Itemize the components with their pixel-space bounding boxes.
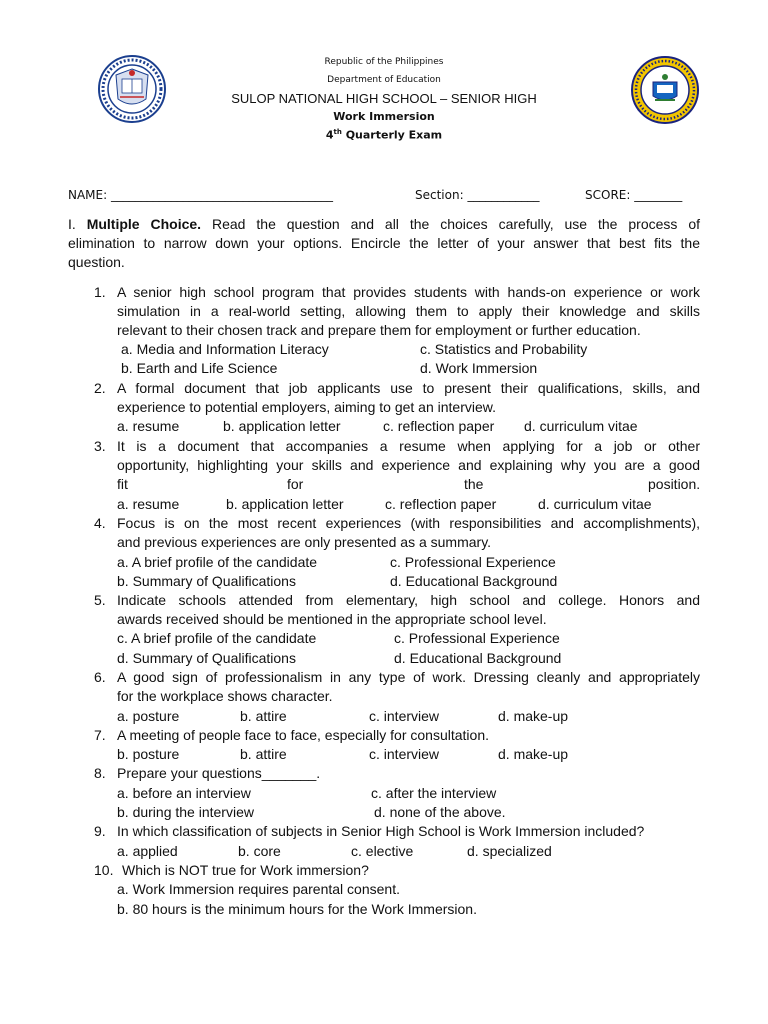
q3-number: 3. — [94, 438, 106, 454]
name-field[interactable]: NAME: _____________________________________ — [68, 188, 333, 202]
q5-choice-a[interactable]: c. A brief profile of the candidate — [117, 630, 317, 646]
q5-choice-d[interactable]: d. Educational Background — [394, 650, 562, 666]
q3-word-position: position. — [648, 476, 701, 492]
q1-choice-b[interactable]: b. Earth and Life Science — [121, 360, 278, 376]
q3-word-the: the — [464, 476, 484, 492]
q6-text-2: for the workplace shows character. — [117, 688, 333, 704]
q1-choice-a[interactable]: a. Media and Information Literacy — [121, 341, 329, 357]
score-field[interactable]: SCORE: ________ — [585, 188, 683, 202]
q6-choice-a[interactable]: a. posture — [117, 708, 180, 724]
q9-text-1: In which classification of subjects in Senior High School is Work Immersion included? — [117, 823, 645, 839]
q7-choice-b[interactable]: b. attire — [240, 746, 287, 762]
q8-choice-a[interactable]: a. before an interview — [117, 785, 251, 801]
q5-number: 5. — [94, 592, 106, 608]
instructions-line-3: question. — [68, 254, 125, 270]
q9-choice-c[interactable]: c. elective — [351, 843, 414, 859]
q8-choice-d[interactable]: d. none of the above. — [374, 804, 506, 820]
q7-choice-c[interactable]: c. interview — [369, 746, 440, 762]
q6-text-1: A good sign of professionalism in any type of work. Dressing cleanly and appropriately — [117, 669, 700, 685]
q9-choice-d[interactable]: d. specialized — [467, 843, 552, 859]
q3-choice-d[interactable]: d. curriculum vitae — [538, 496, 652, 512]
q5-choice-c[interactable]: c. Professional Experience — [394, 630, 560, 646]
q3-word-for: for — [287, 476, 304, 492]
q1-text-2: simulation in a real-world setting, allowing them to apply their knowledge and skills — [117, 303, 700, 319]
department-line: Department of Education — [327, 75, 441, 85]
q2-choice-a[interactable]: a. resume — [117, 418, 180, 434]
q4-choice-c[interactable]: c. Professional Experience — [390, 554, 556, 570]
q3-word-fit: fit — [117, 476, 128, 492]
q7-choice-a[interactable]: b. posture — [117, 746, 180, 762]
q5-text-2: awards received should be mentioned in the appropriate school level. — [117, 611, 547, 627]
republic-line: Republic of the Philippines — [324, 57, 444, 67]
q3-text-1: It is a document that accompanies a resume when applying for a job or other — [117, 438, 700, 454]
q4-choice-d[interactable]: d. Educational Background — [390, 573, 558, 589]
q4-text-2: and previous experiences are only presented as a summary. — [117, 534, 492, 550]
q8-choice-c[interactable]: c. after the interview — [371, 785, 497, 801]
q4-choice-b[interactable]: b. Summary of Qualifications — [117, 573, 296, 589]
q6-choice-b[interactable]: b. attire — [240, 708, 287, 724]
q7-text-1: A meeting of people face to face, especially for consultation. — [117, 727, 490, 743]
q8-text-1: Prepare your questions_______. — [117, 765, 321, 781]
q5-choice-b[interactable]: d. Summary of Qualifications — [117, 650, 296, 666]
q1-choice-d[interactable]: d. Work Immersion — [420, 360, 538, 376]
q1-text-1: A senior high school program that provides students with hands-on experience or work — [117, 284, 700, 300]
q3-choice-c[interactable]: c. reflection paper — [385, 496, 497, 512]
q6-choice-c[interactable]: c. interview — [369, 708, 440, 724]
q10-choice-b[interactable]: b. 80 hours is the minimum hours for the Work Immersion. — [117, 901, 477, 917]
q6-number: 6. — [94, 669, 106, 685]
q1-number: 1. — [94, 284, 106, 300]
q9-choice-b[interactable]: b. core — [238, 843, 281, 859]
q1-choice-c[interactable]: c. Statistics and Probability — [420, 341, 588, 357]
q2-choice-b[interactable]: b. application letter — [223, 418, 341, 434]
q8-choice-b[interactable]: b. during the interview — [117, 804, 254, 820]
q9-choice-a[interactable]: a. applied — [117, 843, 178, 859]
q3-choice-b[interactable]: b. application letter — [226, 496, 344, 512]
q4-text-1: Focus is on the most recent experiences (with responsibilities and accomplishments), — [117, 515, 700, 531]
instructions-line-1: I. Multiple Choice. Read the question and all the choices carefully, use the process of — [68, 216, 700, 232]
q7-choice-d[interactable]: d. make-up — [498, 746, 569, 762]
q10-text-1: Which is NOT true for Work immersion? — [122, 862, 369, 878]
subject-title: Work Immersion — [333, 110, 435, 123]
q2-choice-c[interactable]: c. reflection paper — [383, 418, 495, 434]
q3-text-2: opportunity, highlighting your skills and experience and explaining why you are a good — [117, 457, 700, 473]
q1-text-3: relevant to their chosen track and prepare them for employment or further education. — [117, 322, 641, 338]
q10-number: 10. — [94, 862, 114, 878]
q4-choice-a[interactable]: a. A brief profile of the candidate — [117, 554, 318, 570]
q8-number: 8. — [94, 765, 106, 781]
q2-choice-d[interactable]: d. curriculum vitae — [524, 418, 638, 434]
q3-choice-a[interactable]: a. resume — [117, 496, 180, 512]
section-field[interactable]: Section: ____________ — [415, 188, 540, 202]
q5-text-1: Indicate schools attended from elementary, high school and college. Honors and — [117, 592, 700, 608]
q6-choice-d[interactable]: d. make-up — [498, 708, 569, 724]
school-name: SULOP NATIONAL HIGH SCHOOL – SENIOR HIGH — [231, 91, 537, 106]
q7-number: 7. — [94, 727, 106, 743]
q10-choice-a[interactable]: a. Work Immersion requires parental consent. — [117, 881, 400, 897]
q2-text-1: A formal document that job applicants use to present their qualifications, skills, and — [117, 380, 700, 396]
q9-number: 9. — [94, 823, 106, 839]
q2-text-2: experience to potential employers, aiming to get an interview. — [117, 399, 496, 415]
exam-title: 4th Quarterly Exam — [325, 128, 443, 142]
q2-number: 2. — [94, 380, 106, 396]
instructions-line-2: elimination to narrow down your options. Encircle the letter of your answer that best fits the — [68, 235, 700, 251]
q4-number: 4. — [94, 515, 106, 531]
